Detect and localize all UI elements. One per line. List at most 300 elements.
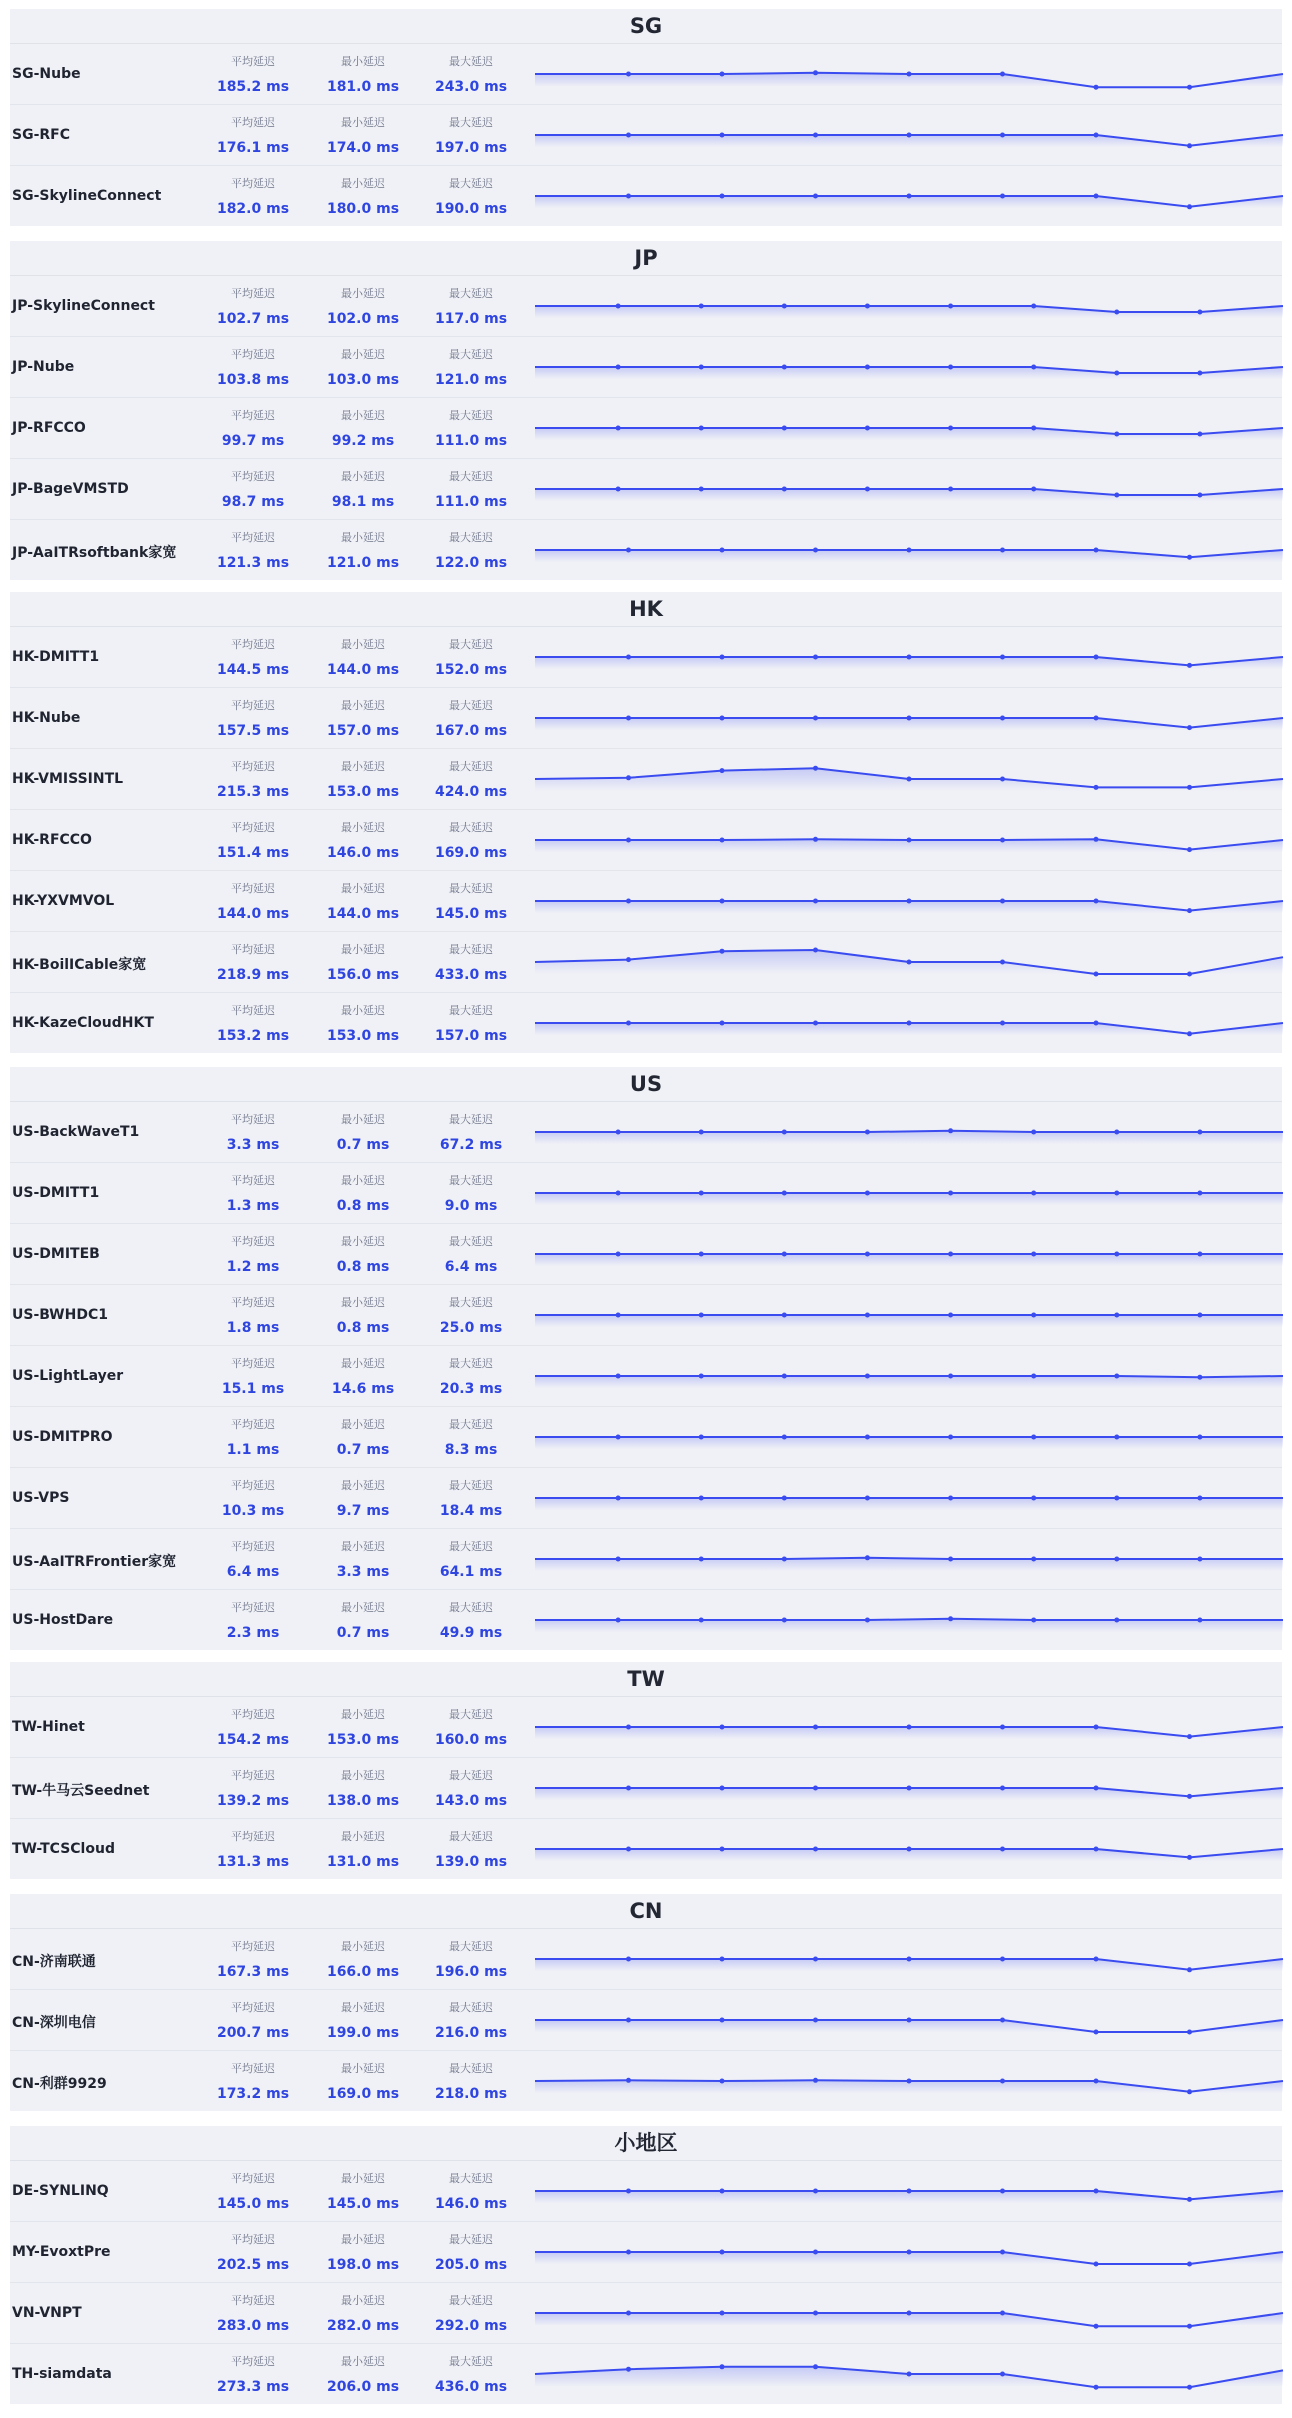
sparkline-point [616, 1252, 621, 1257]
min-latency-stat [308, 1112, 418, 1153]
sparkline-point [948, 1496, 953, 1501]
sparkline-point [813, 1786, 818, 1791]
node-name: VN-VNPT [12, 2305, 82, 2321]
latency-sparkline [533, 337, 1285, 397]
max-latency-stat [416, 115, 526, 156]
sparkline-area [535, 1376, 1283, 1388]
node-name: US-DMITT1 [12, 1185, 100, 1201]
min-latency-label: 最小延迟 [341, 2355, 385, 2368]
min-latency-value: 144.0 ms [326, 906, 400, 922]
latency-sparkline [533, 1346, 1285, 1406]
node-row[interactable] [10, 993, 1282, 1053]
max-latency-label: 最大延迟 [449, 638, 493, 651]
sparkline-point [1187, 1734, 1192, 1739]
node-name: HK-YXVMVOL [12, 893, 115, 909]
sparkline-point [1031, 1618, 1036, 1623]
avg-latency-stat [198, 54, 308, 95]
min-latency-value: 181.0 ms [326, 79, 400, 95]
node-name: JP-SkylineConnect [12, 298, 155, 314]
sparkline-point [699, 426, 704, 431]
sparkline-point [907, 899, 912, 904]
sparkline-point [1197, 1375, 1202, 1380]
sparkline-point [865, 487, 870, 492]
avg-latency-stat [198, 1707, 308, 1748]
node-name: US-AaITRFrontier家宽 [12, 1554, 177, 1570]
sparkline-point [616, 426, 621, 431]
node-row[interactable] [10, 2051, 1282, 2111]
sparkline-line [535, 1558, 1283, 1559]
region-group [10, 1067, 1282, 1650]
max-latency-stat [416, 1356, 526, 1397]
sparkline-point [720, 949, 725, 954]
avg-latency-label: 平均延迟 [231, 1004, 275, 1017]
node-row[interactable] [10, 166, 1282, 226]
sparkline-point [616, 1496, 621, 1501]
node-row[interactable] [10, 337, 1282, 398]
sparkline-point [1114, 432, 1119, 437]
min-latency-value: 169.0 ms [326, 2086, 400, 2102]
max-latency-stat [416, 1829, 526, 1870]
sparkline-point [1114, 310, 1119, 315]
sparkline-point [1197, 1130, 1202, 1135]
latency-sparkline [533, 2161, 1285, 2221]
avg-latency-value: 167.3 ms [216, 1964, 290, 1980]
sparkline-point [1187, 1967, 1192, 1972]
min-latency-label: 最小延迟 [341, 1479, 385, 1492]
max-latency-stat [416, 408, 526, 449]
min-latency-stat [308, 1600, 418, 1641]
max-latency-value: 436.0 ms [434, 2379, 508, 2395]
node-row[interactable] [10, 105, 1282, 166]
sparkline-point [1094, 716, 1099, 721]
max-latency-stat [416, 698, 526, 739]
min-latency-label: 最小延迟 [341, 1296, 385, 1309]
avg-latency-label: 平均延迟 [231, 348, 275, 361]
max-latency-label: 最大延迟 [449, 821, 493, 834]
sparkline-point [1000, 2189, 1005, 2194]
sparkline-point [616, 1435, 621, 1440]
sparkline-point [1031, 1313, 1036, 1318]
sparkline-point [1114, 1252, 1119, 1257]
latency-sparkline [533, 44, 1285, 104]
sparkline-point [720, 768, 725, 773]
node-row[interactable] [10, 44, 1282, 105]
sparkline-point [1000, 1786, 1005, 1791]
avg-latency-label: 平均延迟 [231, 2001, 275, 2014]
node-row[interactable] [10, 398, 1282, 459]
sparkline-point [699, 1618, 704, 1623]
min-latency-value: 3.3 ms [336, 1564, 390, 1580]
node-row[interactable] [10, 1697, 1282, 1758]
region-group [10, 592, 1282, 1053]
min-latency-stat [308, 347, 418, 388]
max-latency-label: 最大延迟 [449, 1479, 493, 1492]
sparkline-point [616, 1191, 621, 1196]
sparkline-point [1031, 426, 1036, 431]
min-latency-stat [308, 1417, 418, 1458]
node-row[interactable] [10, 1758, 1282, 1819]
sparkline-point [699, 1191, 704, 1196]
sparkline-point [699, 1130, 704, 1135]
sparkline-point [1094, 2324, 1099, 2329]
sparkline-point [1197, 1191, 1202, 1196]
sparkline-point [699, 1374, 704, 1379]
sparkline-point [948, 1374, 953, 1379]
sparkline-point [1197, 432, 1202, 437]
sparkline-point [907, 960, 912, 965]
min-latency-stat [308, 1234, 418, 1275]
node-row[interactable] [10, 627, 1282, 688]
avg-latency-stat [198, 408, 308, 449]
avg-latency-stat [198, 1417, 308, 1458]
sparkline-point [720, 1021, 725, 1026]
avg-latency-label: 平均延迟 [231, 821, 275, 834]
sparkline-point [1094, 2262, 1099, 2267]
max-latency-value: 169.0 ms [434, 845, 508, 861]
avg-latency-stat [198, 2293, 308, 2334]
sparkline-point [948, 1616, 953, 1621]
min-latency-stat [308, 1356, 418, 1397]
avg-latency-stat [198, 1234, 308, 1275]
node-name: TW-TCSCloud [12, 1841, 115, 1857]
sparkline-point [1094, 85, 1099, 90]
sparkline-point [626, 2189, 631, 2194]
node-row[interactable] [10, 932, 1282, 993]
sparkline-point [626, 1847, 631, 1852]
sparkline-point [1114, 371, 1119, 376]
sparkline-point [782, 487, 787, 492]
min-latency-stat [308, 820, 418, 861]
node-row[interactable] [10, 2283, 1282, 2344]
latency-sparkline [533, 810, 1285, 870]
latency-sparkline [533, 1468, 1285, 1528]
sparkline-point [1031, 1435, 1036, 1440]
min-latency-label: 最小延迟 [341, 470, 385, 483]
sparkline-point [813, 2364, 818, 2369]
avg-latency-stat [198, 286, 308, 327]
sparkline-point [626, 655, 631, 660]
max-latency-label: 最大延迟 [449, 531, 493, 544]
max-latency-label: 最大延迟 [449, 1418, 493, 1431]
avg-latency-stat [198, 2232, 308, 2273]
node-name: JP-RFCCO [12, 420, 86, 436]
avg-latency-value: 2.3 ms [226, 1625, 280, 1641]
avg-latency-value: 3.3 ms [226, 1137, 280, 1153]
latency-sparkline [533, 1285, 1285, 1345]
max-latency-value: 111.0 ms [434, 433, 508, 449]
min-latency-stat [308, 176, 418, 217]
max-latency-label: 最大延迟 [449, 287, 493, 300]
min-latency-stat [308, 759, 418, 800]
sparkline-point [626, 1786, 631, 1791]
min-latency-value: 99.2 ms [331, 433, 395, 449]
node-name: CN-深圳电信 [12, 2015, 96, 2031]
min-latency-label: 最小延迟 [341, 348, 385, 361]
avg-latency-stat [198, 759, 308, 800]
sparkline-point [1197, 371, 1202, 376]
max-latency-value: 424.0 ms [434, 784, 508, 800]
avg-latency-value: 283.0 ms [216, 2318, 290, 2334]
avg-latency-value: 1.2 ms [226, 1259, 280, 1275]
avg-latency-value: 176.1 ms [216, 140, 290, 156]
latency-sparkline [533, 1819, 1285, 1879]
sparkline-point [1000, 1957, 1005, 1962]
sparkline-point [1094, 785, 1099, 790]
min-latency-value: 156.0 ms [326, 967, 400, 983]
max-latency-value: 121.0 ms [434, 372, 508, 388]
node-row[interactable] [10, 2161, 1282, 2222]
max-latency-stat [416, 881, 526, 922]
avg-latency-value: 200.7 ms [216, 2025, 290, 2041]
max-latency-stat [416, 530, 526, 571]
sparkline-point [1000, 1847, 1005, 1852]
node-name: US-VPS [12, 1490, 70, 1506]
min-latency-label: 最小延迟 [341, 760, 385, 773]
node-row[interactable] [10, 1929, 1282, 1990]
sparkline-point [626, 2250, 631, 2255]
sparkline-point [948, 1557, 953, 1562]
max-latency-label: 最大延迟 [449, 2294, 493, 2307]
node-row[interactable] [10, 1990, 1282, 2051]
avg-latency-label: 平均延迟 [231, 470, 275, 483]
max-latency-label: 最大延迟 [449, 1113, 493, 1126]
region-group [10, 2126, 1282, 2404]
min-latency-stat [308, 637, 418, 678]
sparkline-point [616, 487, 621, 492]
sparkline-point [782, 1130, 787, 1135]
sparkline-point [626, 194, 631, 199]
sparkline-point [907, 1021, 912, 1026]
sparkline-point [720, 194, 725, 199]
node-row[interactable] [10, 810, 1282, 871]
max-latency-label: 最大延迟 [449, 1830, 493, 1843]
min-latency-label: 最小延迟 [341, 2062, 385, 2075]
node-name: SG-Nube [12, 66, 81, 82]
min-latency-value: 206.0 ms [326, 2379, 400, 2395]
sparkline-point [1031, 365, 1036, 370]
max-latency-value: 197.0 ms [434, 140, 508, 156]
max-latency-label: 最大延迟 [449, 2233, 493, 2246]
avg-latency-value: 1.8 ms [226, 1320, 280, 1336]
latency-sparkline [533, 2344, 1285, 2404]
sparkline-point [626, 133, 631, 138]
sparkline-point [865, 1555, 870, 1560]
node-name: HK-KazeCloudHKT [12, 1015, 154, 1031]
sparkline-point [1187, 663, 1192, 668]
sparkline-area [535, 2367, 1283, 2387]
node-row[interactable] [10, 1285, 1282, 1346]
avg-latency-stat [198, 881, 308, 922]
latency-sparkline [533, 2222, 1285, 2282]
avg-latency-value: 173.2 ms [216, 2086, 290, 2102]
node-row[interactable] [10, 1163, 1282, 1224]
avg-latency-stat [198, 2061, 308, 2102]
min-latency-value: 9.7 ms [336, 1503, 390, 1519]
max-latency-value: 205.0 ms [434, 2257, 508, 2273]
node-name: JP-AaITRsoftbank家宽 [12, 545, 177, 561]
sparkline-point [616, 1130, 621, 1135]
sparkline-point [1114, 1374, 1119, 1379]
max-latency-label: 最大延迟 [449, 2172, 493, 2185]
sparkline-point [1197, 1313, 1202, 1318]
sparkline-point [907, 1786, 912, 1791]
sparkline-point [699, 1252, 704, 1257]
region-title: HK [10, 592, 1282, 627]
node-row[interactable] [10, 1468, 1282, 1529]
min-latency-stat [308, 2000, 418, 2041]
node-name: JP-Nube [12, 359, 75, 375]
max-latency-value: 190.0 ms [434, 201, 508, 217]
sparkline-point [1000, 838, 1005, 843]
max-latency-value: 122.0 ms [434, 555, 508, 571]
sparkline-point [720, 1847, 725, 1852]
node-name: HK-RFCCO [12, 832, 92, 848]
avg-latency-value: 121.3 ms [216, 555, 290, 571]
node-row[interactable] [10, 871, 1282, 932]
sparkline-point [782, 1618, 787, 1623]
min-latency-label: 最小延迟 [341, 2172, 385, 2185]
avg-latency-stat [198, 1768, 308, 1809]
sparkline-point [813, 1021, 818, 1026]
sparkline-point [1187, 2385, 1192, 2390]
sparkline-point [1031, 1374, 1036, 1379]
node-row[interactable] [10, 1819, 1282, 1879]
node-row[interactable] [10, 1224, 1282, 1285]
node-row[interactable] [10, 749, 1282, 810]
sparkline-point [813, 1725, 818, 1730]
min-latency-value: 121.0 ms [326, 555, 400, 571]
sparkline-point [1114, 1496, 1119, 1501]
avg-latency-label: 平均延迟 [231, 55, 275, 68]
sparkline-point [1031, 1130, 1036, 1135]
sparkline-point [616, 1557, 621, 1562]
node-row[interactable] [10, 1102, 1282, 1163]
min-latency-stat [308, 469, 418, 510]
sparkline-point [907, 72, 912, 77]
node-row[interactable] [10, 1346, 1282, 1407]
min-latency-label: 最小延迟 [341, 2001, 385, 2014]
avg-latency-value: 153.2 ms [216, 1028, 290, 1044]
min-latency-label: 最小延迟 [341, 177, 385, 190]
max-latency-stat [416, 942, 526, 983]
avg-latency-label: 平均延迟 [231, 882, 275, 895]
min-latency-stat [308, 2061, 418, 2102]
max-latency-stat [416, 1003, 526, 1044]
min-latency-value: 153.0 ms [326, 784, 400, 800]
min-latency-label: 最小延迟 [341, 638, 385, 651]
min-latency-value: 98.1 ms [331, 494, 395, 510]
sparkline-point [782, 1191, 787, 1196]
node-name: DE-SYNLINQ [12, 2183, 109, 2199]
latency-sparkline [533, 1163, 1285, 1223]
avg-latency-stat [198, 820, 308, 861]
avg-latency-value: 182.0 ms [216, 201, 290, 217]
max-latency-stat [416, 1112, 526, 1153]
sparkline-point [1187, 1031, 1192, 1036]
avg-latency-stat [198, 1939, 308, 1980]
max-latency-value: 111.0 ms [434, 494, 508, 510]
node-row[interactable] [10, 1407, 1282, 1468]
node-row[interactable] [10, 1590, 1282, 1650]
min-latency-stat [308, 698, 418, 739]
node-row[interactable] [10, 2222, 1282, 2283]
min-latency-value: 166.0 ms [326, 1964, 400, 1980]
node-row[interactable] [10, 459, 1282, 520]
sparkline-point [1094, 655, 1099, 660]
region-title: US [10, 1067, 1282, 1102]
avg-latency-value: 131.3 ms [216, 1854, 290, 1870]
max-latency-stat [416, 1478, 526, 1519]
avg-latency-label: 平均延迟 [231, 1174, 275, 1187]
sparkline-point [865, 365, 870, 370]
min-latency-stat [308, 54, 418, 95]
sparkline-point [907, 194, 912, 199]
sparkline-point [720, 1786, 725, 1791]
sparkline-point [1197, 1618, 1202, 1623]
sparkline-point [948, 487, 953, 492]
max-latency-value: 49.9 ms [439, 1625, 503, 1641]
max-latency-label: 最大延迟 [449, 116, 493, 129]
avg-latency-value: 10.3 ms [221, 1503, 285, 1519]
sparkline-point [1187, 143, 1192, 148]
sparkline-point [813, 194, 818, 199]
max-latency-label: 最大延迟 [449, 2001, 493, 2014]
node-name: TW-Hinet [12, 1719, 85, 1735]
sparkline-point [720, 548, 725, 553]
latency-sparkline [533, 627, 1285, 687]
avg-latency-stat [198, 1003, 308, 1044]
sparkline-point [1094, 837, 1099, 842]
latency-sparkline [533, 932, 1285, 992]
node-row[interactable] [10, 276, 1282, 337]
sparkline-point [948, 1435, 953, 1440]
max-latency-stat [416, 469, 526, 510]
sparkline-point [1114, 1130, 1119, 1135]
min-latency-stat [308, 1829, 418, 1870]
sparkline-point [720, 2018, 725, 2023]
sparkline-point [1114, 493, 1119, 498]
node-row[interactable] [10, 688, 1282, 749]
sparkline-point [813, 548, 818, 553]
min-latency-label: 最小延迟 [341, 1708, 385, 1721]
node-row[interactable] [10, 520, 1282, 580]
sparkline-point [626, 72, 631, 77]
latency-sparkline [533, 2283, 1285, 2343]
max-latency-stat [416, 820, 526, 861]
latency-sparkline [533, 459, 1285, 519]
node-row[interactable] [10, 1529, 1282, 1590]
sparkline-point [626, 2078, 631, 2083]
min-latency-stat [308, 1173, 418, 1214]
sparkline-area [535, 1315, 1283, 1327]
sparkline-point [782, 1435, 787, 1440]
min-latency-stat [308, 1939, 418, 1980]
avg-latency-stat [198, 2000, 308, 2041]
min-latency-label: 最小延迟 [341, 1940, 385, 1953]
sparkline-point [948, 1191, 953, 1196]
max-latency-value: 20.3 ms [439, 1381, 503, 1397]
sparkline-point [1000, 1021, 1005, 1026]
max-latency-stat [416, 176, 526, 217]
avg-latency-stat [198, 1600, 308, 1641]
sparkline-point [907, 1725, 912, 1730]
node-row[interactable] [10, 2344, 1282, 2404]
sparkline-point [1000, 133, 1005, 138]
sparkline-point [616, 1313, 621, 1318]
avg-latency-value: 202.5 ms [216, 2257, 290, 2273]
sparkline-point [1114, 1435, 1119, 1440]
avg-latency-label: 平均延迟 [231, 116, 275, 129]
